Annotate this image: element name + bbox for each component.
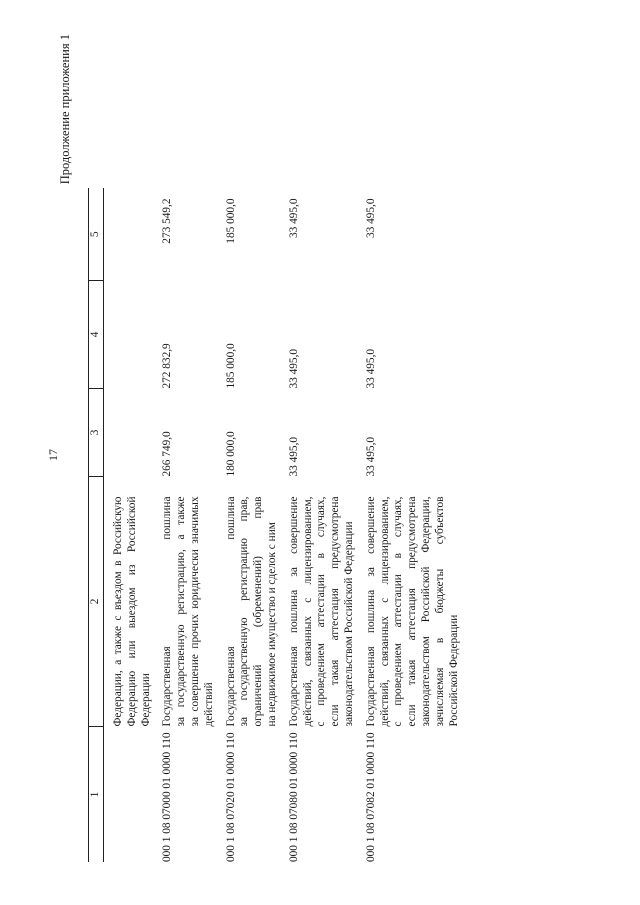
table-row [217, 189, 280, 863]
amount-v4: 272 832,9 [161, 343, 174, 389]
revenue-code: 000 1 08 07020 01 0000 110 [224, 732, 237, 862]
revenue-name-line: действий [202, 682, 215, 727]
column-header: 1 [89, 727, 104, 863]
revenue-name-line: действий, связанных с лицензированием, [301, 496, 314, 727]
revenue-name-line: на недвижимое имущество и сделок с ним [265, 522, 278, 727]
revenue-code: 000 1 08 07080 01 0000 110 [287, 732, 300, 862]
revenue-name-line: Государственная пошлина [161, 496, 174, 727]
revenue-name-line: зачисляемая в бюджеты субъектов [433, 496, 446, 727]
revenue-name-line: Федерации [139, 673, 152, 727]
column-header: 5 [89, 189, 104, 281]
revenue-name [153, 477, 216, 727]
revenue-name-line: Федерации, а также с въездом в Российскую [112, 496, 124, 727]
table-header-row [89, 189, 104, 863]
revenue-name-line: Российской Федерации [447, 614, 460, 727]
revenue-name-line: за государственную регистрацию, а также [175, 496, 188, 727]
table-row [153, 189, 216, 863]
amount-v4: 33 495,0 [364, 348, 377, 389]
revenue-name [357, 477, 462, 727]
column-header: 4 [89, 281, 104, 389]
revenue-name-line: Федерацию или выездом из Российской [125, 496, 138, 727]
amount-v3: 180 000,0 [224, 431, 237, 477]
revenue-name-line: за государственную регистрацию прав, [238, 496, 251, 727]
amount-v3: 33 495,0 [364, 436, 377, 477]
revenue-name-line: если такая аттестация предусмотрена [406, 496, 419, 727]
revenue-table [88, 189, 461, 863]
column-header: 3 [89, 389, 104, 477]
revenue-name-line: Государственная пошлина за совершение [287, 496, 300, 727]
revenue-name-line: если такая аттестация предусмотрена [329, 496, 342, 727]
table-body [104, 189, 462, 863]
amount-v5 [104, 189, 154, 281]
revenue-name-line: законодательством Российской Федерации [342, 521, 355, 727]
amount-v5: 33 495,0 [364, 198, 377, 239]
revenue-code [104, 727, 154, 863]
amount-v5: 33 495,0 [287, 198, 300, 239]
table-row [357, 189, 462, 863]
revenue-name-line: Государственная пошлина [224, 496, 237, 727]
amount-v4 [104, 281, 154, 389]
amount-v3: 266 749,0 [161, 431, 174, 477]
column-header: 2 [89, 477, 104, 727]
revenue-code: 000 1 08 07082 01 0000 110 [364, 732, 377, 862]
revenue-name [217, 477, 280, 727]
revenue-name [104, 477, 154, 727]
table-row [280, 189, 357, 863]
revenue-code: 000 1 08 07000 01 0000 110 [161, 732, 174, 862]
revenue-name-line: действий, связанных с лицензированием, [378, 496, 391, 727]
revenue-name-line: с проведением аттестации в случаях, [392, 496, 405, 727]
page-number: 17 [46, 449, 60, 461]
revenue-name [280, 477, 357, 727]
amount-v5: 185 000,0 [224, 198, 237, 244]
revenue-name-line: законодательством Российской Федерации, [419, 496, 432, 727]
continuation-caption: Продолжение приложения 1 [58, 34, 72, 185]
revenue-name-line: за совершение прочих юридически значимых [188, 496, 201, 727]
amount-v4: 185 000,0 [224, 343, 237, 389]
amount-v3 [104, 389, 154, 477]
revenue-name-line: с проведением аттестации в случаях, [315, 496, 328, 727]
table-row [104, 189, 154, 863]
amount-v5: 273 549,2 [161, 198, 174, 244]
amount-v3: 33 495,0 [287, 436, 300, 477]
amount-v4: 33 495,0 [287, 348, 300, 389]
revenue-name-line: ограничений (обременений) прав [252, 496, 265, 727]
revenue-name-line: Государственная пошлина за совершение [364, 496, 377, 727]
